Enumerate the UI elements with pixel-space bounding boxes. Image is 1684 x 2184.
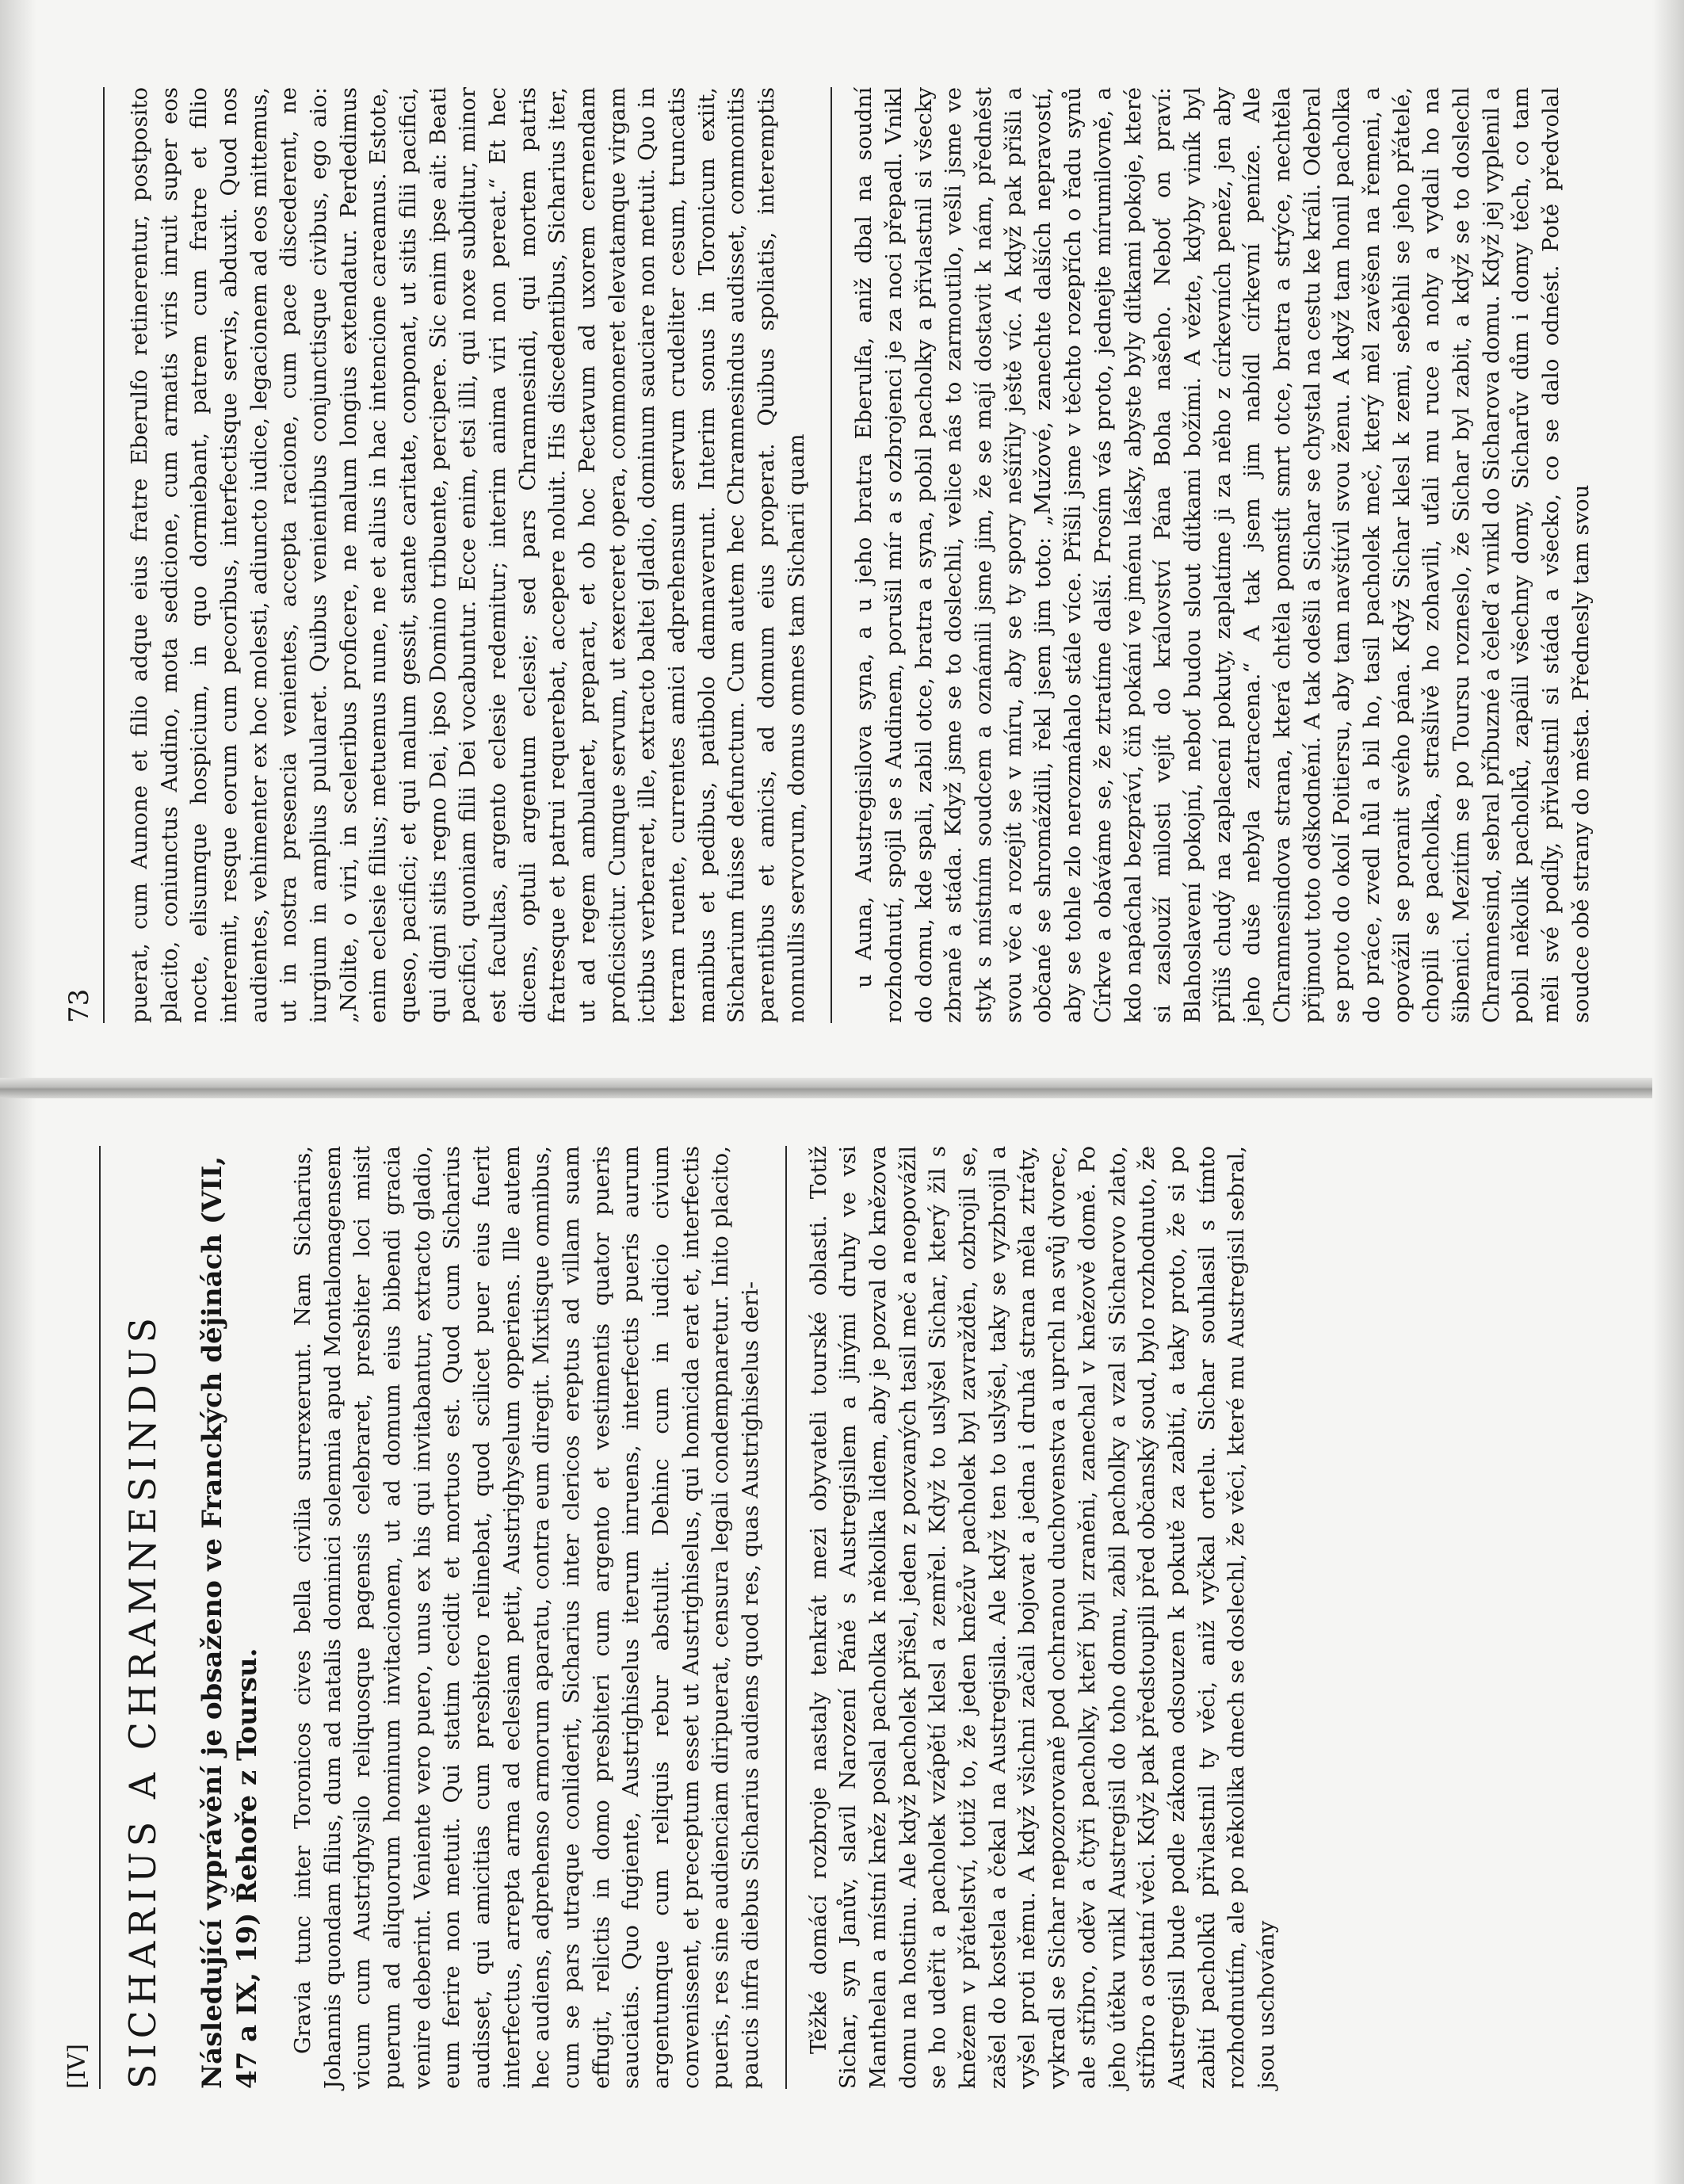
language-separator-left [785, 1146, 787, 2089]
chapter-title: SICHARIUS A CHRAMNESINDUS [121, 1312, 164, 2089]
page-number: 73 [63, 988, 95, 1023]
language-separator-right [831, 87, 832, 1023]
latin-paragraph-right: puerat, cum Aunone et filio adque eius fratre Eberulfo retinerentur, postposito placito, coniunctus Audino, mota sedicione, cum armatis viris inruit super eos nocte, elisumque hospicium, in quo dormiebant, patrem cum fratre et filio interemit, resque eorum cum pecoribus, interfectisque servis, abduxit. Quod nos audientes, vehimenter ex hoc molesti, adiuncto iudice, legacionem ad eos mittemus, ut in nostra presencia venientes, accepta racione, cum pace discederent, ne iurgium in amplius pulularet. Quibus venientibus conjunctisque civibus, ego aio: „Nolite, o viri, in sceleribus proficere, ne malum longius extendatur. Perdedimus enim eclesie filius; metuemus nune, ne et alius in hac intencione careamus. Estote, queso, pacifici; et qui malum gessit, stante caritate, conponat, ut sitis filii pacifici, qui digni sitis regno Dei, ipso Domino tribuente, percipere. Sic enim ipse ait: Beati pacifici, quoniam filii Dei vocabuntur. Ecce enim, etsi illi, qui noxe subditur, minor est facultas, argento eclesie redemitur; interim anima viri non pereat.“ Et hec dicens, optuli argentum eclesie; sed pars Chramnesindi, qui mortem patris fratresque et patrui requerebat, accepere noluit. His discedentibus, Sicharius iter, ut ad regem ambularet, preparat, et ob hoc Pectavum ad uxorem cernendam proficiscitur. Cumque servum, ut exerceret opera, commoneret elevatamque virgam ictibus verberaret, ille, extracto baltei gladio, dominum sauciare non metuit. Quo in terram ruente, currentes amici adprehensum servum crudeliter cesum, truncatis manibus et pedibus, patibolo damnaverunt. Interim sonus in Toronicum exiit, Sicharium fuisse defunctum. Cum autem hec Chramnesindus audisset, commonitis parentibus et amicis, ad domum eius properat. Quibus spoliatis, interemptis nonnullis servorum, domus omnes tam Sicharii quam [127, 87, 809, 1023]
scan-edge-bottom [1652, 0, 1684, 2184]
left-page [0, 1090, 1684, 2184]
right-page [0, 0, 1684, 1079]
czech-paragraph-right: u Auna, Austregisilova syna, a u jeho bratra Eberulfa, aniž dbal na soudní rozhodnutí, spojil se s Audinem, porušil mír a s ozbrojenci je za noci přepadl. Vnikl do domu, kde spali, zabil otce, bratra a syna, pobil pacholky a přivlastnil si všecky zbraně a stáda. Když jsme se to doslechli, velice nás to zarmoutilo, vešli jsme ve styk s místním soudcem a oznámili jsme jim, že se mají dostavit k nám, předněst svou věc a rozejít se v míru, aby se ty spory nešířily ještě víc. A když pak přišli a občané se shromáždili, řekl jsem jim toto: „Mužové, zanechte dalších nepravostí, aby se tohle zlo nerozmáhalo stále více. Přišli jsme v těchto rozepřích o řadu synů Církve a obáváme se, že ztratíme další. Prosím vás proto, jednejte mírumilovně, a kdo napáchal bezpráví, čiň pokání ve jménu lásky, abyste byly dítkami pokoje, které si zaslouží milosti vejít do království Pána Boha našeho. Neboť on praví: Blahoslavení pokojní, neboť budou slout dítkami božími. A vězte, kdyby viník byl příliš chudý na zaplacení pokuty, zaplatíme ji za něho z církevních peněz, jen aby jeho duše nebyla zatracena.“ A tak jsem jim nabídl církevní peníze. Ale Chramnesindova strana, která chtěla pomstít smrt otce, bratra a strýce, nechtěla přijmout toto odškodnění. A tak odešli a Sichar se chystal na cestu ke králi. Odebral se proto do okolí Poitiersu, aby tam navštívil svou ženu. A když tam honil pacholka do práce, zvedl hůl a bil ho, tasil pacholek meč, který měl zavěšen na řemeni, a opovážil se poranit svého pána. Když Sichar klesl k zemi, seběhli se jeho přátelé, chopili se pacholka, strašlivě ho zohavili, uťali mu ruce a nohy a vydali ho na šibenici. Mezitím se po Toursu rozneslo, že Sichar byl zabit, a když se to doslechl Chramnesind, sebral příbuzné a čeleď a vnikl do Sicharova domu. Když jej vyplenil a pobil několik pacholků, zapálil všechny domy, Sicharův dům i domy těch, co tam měli své podíly, přivlastnil si stáda a všecko, co se dalo odnést. Potě předvolal soudce obě strany do města. Přednesly tam svou [851, 87, 1594, 1023]
right-running-head [63, 87, 105, 1023]
latin-paragraph-left: Gravia tunc inter Toronicos cives bella civilia surrexerunt. Nam Sicharius, Johannis quondam filius, dum ad natalis dominici solemnia apud Montalomagensem vicum cum Austrighysilo reliquosque pagensis celebraret, presbiter loci misit puerum ad aliquorum hominum invitacionem, ut ad domum eius bibendi gracia venire deberint. Veniente vero puero, unus ex his qui invitabantur, extracto gladio, eum ferire non metuit. Qui statim cecidit et mortuos est. Quod cum Sicharius audisset, qui amicitias cum presbitero relinebat, quod scilicet puer eius fuerit interfectus, arrepta arma ad eclesiam petit, Austrighyselum opperiens. Ille autem hec audiens, adprehenso armorum aparatu, contra eum diregit. Mixtisque omnibus, cum se pars utraque conliderit, Sicharius inter clericos ereptus ad villam suam effugit, relictis in domo presbiteri cum argento et vestimentis quator pueris sauciatis. Quo fugiente, Austrighiselus iterum inruens, interfectis pueris aurum argentumque cum reliquis rebur abstulit. Dehinc cum in iudicio civium convenissent, et preceptum esset ut Austrighiselus, qui homicida erat et, interfectis pueris, res sine audienciam diripuerat, censura legali condempnaretur. Inito placito, paucis infra diebus Sicharius audiens quod res, quas Austrighiselus deri- [290, 1146, 764, 2089]
left-running-head [63, 1146, 101, 2089]
chapter-intro: Následující vyprávění je obsaženo ve Franckých dějinách (VII, 47 a IX, 19) Řehoře z Toursu. [197, 1155, 263, 2089]
book-gutter [0, 1078, 1684, 1098]
section-mark: [IV] [63, 2044, 91, 2089]
czech-paragraph-left: Těžké domácí rozbroje nastaly tenkrát mezi obyvateli tourské oblasti. Totiž Sichar, syn Janův, slavil Narození Páně s Austregisilem a jinými druhy ve vsi Manthelan a místní kněz poslal pacholka k několika lidem, aby je pozval do knězova domu na hostinu. Ale když pacholek přišel, jeden z pozvaných tasil meč a neopovážil se ho udeřit a pacholek vzápětí klesl a zemřel. Když to uslyšel Sichar, který žil s knězem v přátelství, totiž to, že jeden knězův pacholek byl zavražděn, ozbrojil se, zašel do kostela a čekal na Austregisila. Ale když ten to uslyšel, taky se vyzbrojil a vyšel proti němu. A když všichni začali bojovat a jedna i druhá strana měla ztráty, vykradl se Sichar nepozorovaně pod ochranou duchovenstva a uprchl na svůj dvorec, ale stříbro, oděv a čtyři pacholky, kteří byli zraněni, zanechal v knězově domě. Po jeho útěku vnikl Austregisil do toho domu, zabil pacholky a vzal si Sicharovo zlato, stříbro a ostatní věci. Když pak předstoupili před občanský soud, bylo rozhodnuto, že Austregisil bude podle zákona odsouzen k pokutě za zabití, a taky proto, že si po zabití pacholků přivlastnil ty věci, aniž vyčkal ortelu. Sichar souhlasil s tímto rozhodnutím, ale po několika dnech se doslechl, že věci, které mu Austregisil sebral, jsou uschovány [805, 1146, 1279, 2089]
